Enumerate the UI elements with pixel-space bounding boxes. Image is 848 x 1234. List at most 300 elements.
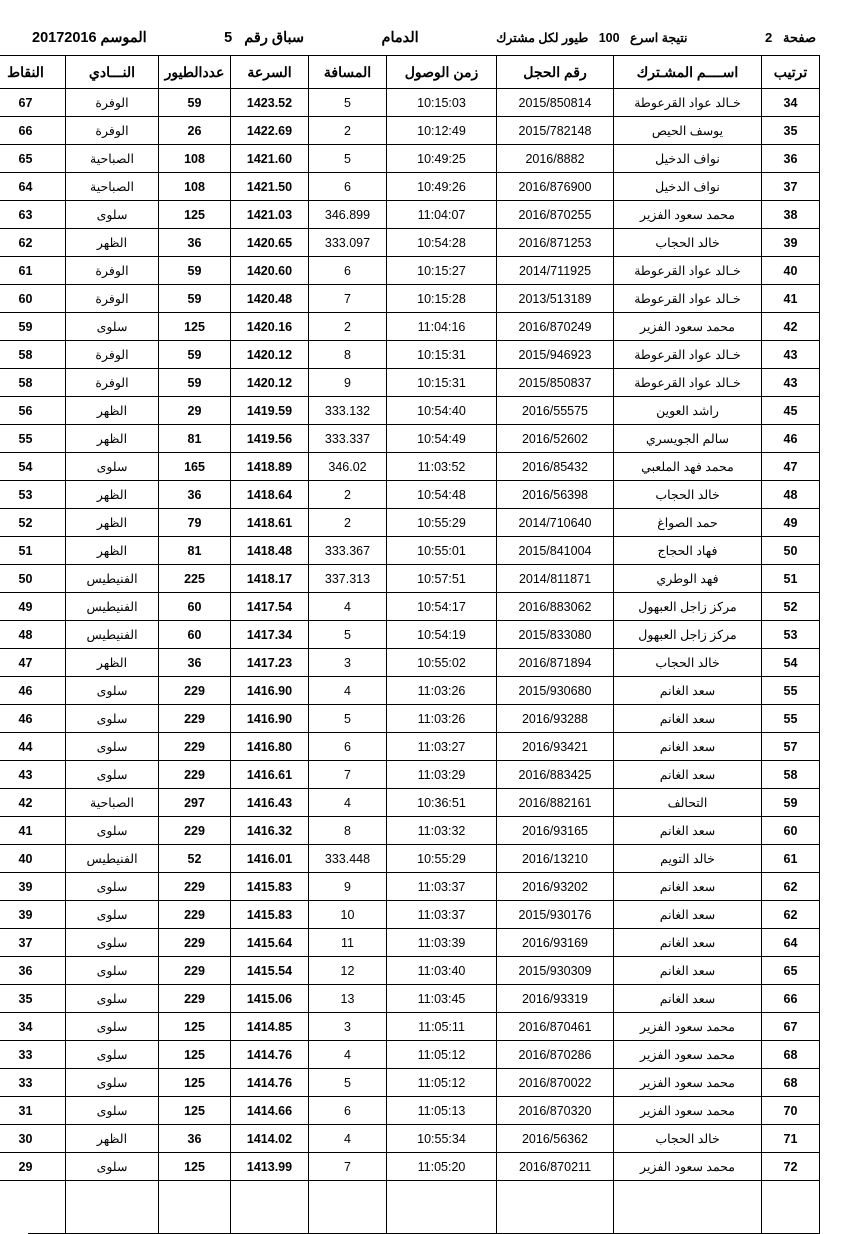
cell-points: 46 [0, 705, 66, 733]
cell-club: سلوى [66, 817, 159, 845]
cell-club: الفنيطيس [66, 845, 159, 873]
cell-rank: 47 [762, 453, 820, 481]
cell-empty [66, 1181, 159, 1208]
cell-distance: 6 [309, 733, 387, 761]
cell-rank: 62 [762, 901, 820, 929]
table-row [0, 201, 820, 229]
cell-club: سلوى [66, 453, 159, 481]
cell-points: 58 [0, 341, 66, 369]
cell-points: 39 [0, 873, 66, 901]
cell-participant-name: خـالد عواد القرعوطة [614, 369, 762, 397]
cell-ring-number: 2015/782148 [497, 117, 614, 145]
cell-rank: 72 [762, 1153, 820, 1181]
cell-bird-count: 59 [159, 257, 231, 285]
cell-bird-count: 229 [159, 873, 231, 901]
cell-participant-name: خالد الحجاب [614, 1125, 762, 1153]
cell-speed: 1415.64 [231, 929, 309, 957]
table-row [0, 397, 820, 425]
cell-participant-name: فهد الوطري [614, 565, 762, 593]
table-row [0, 257, 820, 285]
cell-participant-name: خـالد عواد القرعوطة [614, 285, 762, 313]
cell-empty [231, 1207, 309, 1233]
table-row [0, 733, 820, 761]
cell-bird-count: 229 [159, 957, 231, 985]
cell-arrival-time: 10:54:28 [387, 229, 497, 257]
column-header-participant-name: اســــم المشـترك [614, 56, 762, 89]
cell-bird-count: 229 [159, 733, 231, 761]
cell-rank: 59 [762, 789, 820, 817]
cell-rank: 67 [762, 1013, 820, 1041]
cell-speed: 1421.50 [231, 173, 309, 201]
cell-participant-name: مركز زاجل العبهول [614, 593, 762, 621]
cell-participant-name: محمد سعود الفزير [614, 313, 762, 341]
cell-points: 64 [0, 173, 66, 201]
cell-ring-number: 2016/93202 [497, 873, 614, 901]
cell-speed: 1418.89 [231, 453, 309, 481]
cell-distance: 12 [309, 957, 387, 985]
table-row [0, 789, 820, 817]
cell-participant-name: خالد الحجاب [614, 229, 762, 257]
cell-ring-number: 2016/56362 [497, 1125, 614, 1153]
column-header-distance: المسافة [309, 56, 387, 89]
cell-club: الفنيطيس [66, 621, 159, 649]
cell-points: 33 [0, 1069, 66, 1097]
cell-bird-count: 59 [159, 341, 231, 369]
cell-speed: 1415.83 [231, 873, 309, 901]
cell-arrival-time: 10:36:51 [387, 789, 497, 817]
cell-distance: 7 [309, 1153, 387, 1181]
cell-speed: 1416.90 [231, 677, 309, 705]
cell-bird-count: 229 [159, 817, 231, 845]
cell-speed: 1419.59 [231, 397, 309, 425]
cell-participant-name: حمد الصواغ [614, 509, 762, 537]
cell-ring-number: 2016/882161 [497, 789, 614, 817]
cell-empty [66, 1207, 159, 1233]
cell-participant-name: نواف الدخيل [614, 145, 762, 173]
cell-bird-count: 125 [159, 1097, 231, 1125]
cell-club: سلوى [66, 1153, 159, 1181]
table-row [0, 1097, 820, 1125]
cell-club: سلوى [66, 901, 159, 929]
cell-club: الوفرة [66, 257, 159, 285]
cell-empty [614, 1181, 762, 1208]
cell-arrival-time: 11:05:11 [387, 1013, 497, 1041]
cell-empty [159, 1181, 231, 1208]
cell-distance: 2 [309, 117, 387, 145]
cell-speed: 1415.83 [231, 901, 309, 929]
table-row [0, 705, 820, 733]
cell-points: 51 [0, 537, 66, 565]
cell-club: سلوى [66, 1069, 159, 1097]
cell-points: 61 [0, 257, 66, 285]
cell-ring-number: 2016/871894 [497, 649, 614, 677]
cell-club: الصباحية [66, 173, 159, 201]
cell-points: 55 [0, 425, 66, 453]
cell-speed: 1415.06 [231, 985, 309, 1013]
cell-empty [0, 1207, 66, 1233]
table-row [0, 1041, 820, 1069]
cell-rank: 65 [762, 957, 820, 985]
cell-ring-number: 2016/870255 [497, 201, 614, 229]
cell-arrival-time: 11:05:20 [387, 1153, 497, 1181]
cell-participant-name: سعد الغانم [614, 901, 762, 929]
cell-arrival-time: 10:54:49 [387, 425, 497, 453]
cell-arrival-time: 11:03:40 [387, 957, 497, 985]
cell-club: الظهر [66, 481, 159, 509]
cell-ring-number: 2016/870249 [497, 313, 614, 341]
cell-ring-number: 2015/930176 [497, 901, 614, 929]
cell-ring-number: 2016/883425 [497, 761, 614, 789]
table-row-empty [0, 1181, 820, 1208]
cell-participant-name: محمد سعود الفزير [614, 1013, 762, 1041]
cell-points: 67 [0, 89, 66, 117]
table-row [0, 929, 820, 957]
cell-arrival-time: 10:54:19 [387, 621, 497, 649]
cell-rank: 45 [762, 397, 820, 425]
cell-ring-number: 2016/93169 [497, 929, 614, 957]
cell-club: الوفرة [66, 89, 159, 117]
cell-club: الظهر [66, 229, 159, 257]
cell-arrival-time: 11:05:12 [387, 1041, 497, 1069]
cell-club: الصباحية [66, 145, 159, 173]
cell-speed: 1420.65 [231, 229, 309, 257]
cell-rank: 52 [762, 593, 820, 621]
cell-club: الظهر [66, 397, 159, 425]
cell-ring-number: 2014/711925 [497, 257, 614, 285]
cell-rank: 61 [762, 845, 820, 873]
table-row [0, 621, 820, 649]
cell-points: 50 [0, 565, 66, 593]
cell-ring-number: 2015/841004 [497, 537, 614, 565]
cell-participant-name: محمد سعود الفزير [614, 201, 762, 229]
cell-ring-number: 2016/870320 [497, 1097, 614, 1125]
cell-participant-name: محمد سعود الفزير [614, 1097, 762, 1125]
cell-ring-number: 2016/13210 [497, 845, 614, 873]
cell-rank: 54 [762, 649, 820, 677]
cell-participant-name: يوسف الحيص [614, 117, 762, 145]
cell-points: 47 [0, 649, 66, 677]
cell-participant-name: سعد الغانم [614, 873, 762, 901]
table-row-empty [0, 1207, 820, 1233]
cell-arrival-time: 10:55:02 [387, 649, 497, 677]
cell-club: الفنيطيس [66, 593, 159, 621]
cell-participant-name: سعد الغانم [614, 705, 762, 733]
cell-participant-name: فهاد الحجاج [614, 537, 762, 565]
cell-bird-count: 36 [159, 229, 231, 257]
cell-distance: 333.132 [309, 397, 387, 425]
cell-rank: 55 [762, 705, 820, 733]
cell-ring-number: 2016/56398 [497, 481, 614, 509]
cell-distance: 10 [309, 901, 387, 929]
cell-points: 43 [0, 761, 66, 789]
cell-ring-number: 2015/833080 [497, 621, 614, 649]
cell-bird-count: 229 [159, 677, 231, 705]
cell-arrival-time: 10:15:03 [387, 89, 497, 117]
table-row [0, 845, 820, 873]
cell-bird-count: 59 [159, 89, 231, 117]
cell-club: الوفرة [66, 341, 159, 369]
header-season: الموسم 20172016 [32, 30, 147, 46]
cell-participant-name: خالد التويم [614, 845, 762, 873]
table-row [0, 117, 820, 145]
cell-bird-count: 165 [159, 453, 231, 481]
cell-ring-number: 2014/811871 [497, 565, 614, 593]
table-row [0, 481, 820, 509]
table-row [0, 285, 820, 313]
cell-club: سلوى [66, 929, 159, 957]
cell-distance: 2 [309, 313, 387, 341]
cell-distance: 4 [309, 1125, 387, 1153]
cell-ring-number: 2016/876900 [497, 173, 614, 201]
cell-rank: 42 [762, 313, 820, 341]
cell-arrival-time: 10:54:40 [387, 397, 497, 425]
cell-points: 62 [0, 229, 66, 257]
table-row [0, 313, 820, 341]
cell-distance: 346.02 [309, 453, 387, 481]
cell-empty [387, 1207, 497, 1233]
cell-speed: 1418.17 [231, 565, 309, 593]
cell-speed: 1414.76 [231, 1069, 309, 1097]
header-page-number: صفحة 2 [764, 30, 816, 45]
cell-speed: 1421.03 [231, 201, 309, 229]
cell-speed: 1418.61 [231, 509, 309, 537]
cell-rank: 49 [762, 509, 820, 537]
cell-club: سلوى [66, 705, 159, 733]
cell-points: 33 [0, 1041, 66, 1069]
cell-distance: 9 [309, 873, 387, 901]
cell-bird-count: 60 [159, 621, 231, 649]
cell-speed: 1423.52 [231, 89, 309, 117]
cell-rank: 53 [762, 621, 820, 649]
cell-bird-count: 225 [159, 565, 231, 593]
cell-speed: 1418.64 [231, 481, 309, 509]
cell-rank: 55 [762, 677, 820, 705]
cell-ring-number: 2016/870461 [497, 1013, 614, 1041]
table-row [0, 145, 820, 173]
cell-distance: 4 [309, 677, 387, 705]
cell-club: الصباحية [66, 789, 159, 817]
cell-distance: 5 [309, 1069, 387, 1097]
cell-bird-count: 229 [159, 761, 231, 789]
cell-empty [762, 1207, 820, 1233]
cell-rank: 40 [762, 257, 820, 285]
cell-club: الوفرة [66, 117, 159, 145]
column-header-bird-count: عددالطيور [159, 56, 231, 89]
cell-distance: 346.899 [309, 201, 387, 229]
cell-empty [0, 1181, 66, 1208]
cell-speed: 1421.60 [231, 145, 309, 173]
column-header-club: النـــادي [66, 56, 159, 89]
cell-arrival-time: 11:03:26 [387, 705, 497, 733]
cell-distance: 6 [309, 257, 387, 285]
cell-rank: 46 [762, 425, 820, 453]
table-header-row [0, 56, 820, 89]
cell-bird-count: 59 [159, 369, 231, 397]
cell-participant-name: مركز زاجل العبهول [614, 621, 762, 649]
cell-arrival-time: 11:04:07 [387, 201, 497, 229]
cell-distance: 9 [309, 369, 387, 397]
cell-bird-count: 229 [159, 901, 231, 929]
cell-distance: 333.367 [309, 537, 387, 565]
table-row [0, 873, 820, 901]
cell-arrival-time: 11:05:12 [387, 1069, 497, 1097]
cell-participant-name: محمد فهد الملعبي [614, 453, 762, 481]
cell-points: 29 [0, 1153, 66, 1181]
cell-ring-number: 2016/870286 [497, 1041, 614, 1069]
cell-distance: 5 [309, 621, 387, 649]
cell-speed: 1413.99 [231, 1153, 309, 1181]
cell-participant-name: محمد سعود الفزير [614, 1069, 762, 1097]
cell-bird-count: 26 [159, 117, 231, 145]
cell-arrival-time: 11:03:26 [387, 677, 497, 705]
cell-club: سلوى [66, 1013, 159, 1041]
cell-arrival-time: 10:15:27 [387, 257, 497, 285]
cell-arrival-time: 11:03:37 [387, 901, 497, 929]
cell-bird-count: 125 [159, 1013, 231, 1041]
header-race-number: سباق رقم 5 [224, 30, 305, 46]
cell-participant-name: خالد الحجاب [614, 649, 762, 677]
cell-arrival-time: 10:49:25 [387, 145, 497, 173]
cell-club: سلوى [66, 677, 159, 705]
cell-rank: 66 [762, 985, 820, 1013]
cell-distance: 5 [309, 89, 387, 117]
cell-distance: 3 [309, 649, 387, 677]
cell-club: سلوى [66, 733, 159, 761]
cell-points: 30 [0, 1125, 66, 1153]
cell-speed: 1415.54 [231, 957, 309, 985]
cell-points: 46 [0, 677, 66, 705]
table-row [0, 1069, 820, 1097]
cell-points: 35 [0, 985, 66, 1013]
cell-arrival-time: 11:03:27 [387, 733, 497, 761]
cell-rank: 43 [762, 341, 820, 369]
cell-club: سلوى [66, 201, 159, 229]
cell-bird-count: 229 [159, 929, 231, 957]
cell-points: 37 [0, 929, 66, 957]
cell-distance: 8 [309, 341, 387, 369]
cell-points: 48 [0, 621, 66, 649]
cell-rank: 41 [762, 285, 820, 313]
table-row [0, 1125, 820, 1153]
cell-participant-name: التحالف [614, 789, 762, 817]
cell-rank: 43 [762, 369, 820, 397]
cell-bird-count: 60 [159, 593, 231, 621]
cell-bird-count: 81 [159, 425, 231, 453]
cell-rank: 48 [762, 481, 820, 509]
cell-arrival-time: 11:05:13 [387, 1097, 497, 1125]
cell-rank: 50 [762, 537, 820, 565]
cell-speed: 1420.48 [231, 285, 309, 313]
cell-bird-count: 108 [159, 173, 231, 201]
cell-ring-number: 2016/883062 [497, 593, 614, 621]
cell-speed: 1414.66 [231, 1097, 309, 1125]
cell-rank: 36 [762, 145, 820, 173]
cell-empty [497, 1207, 614, 1233]
cell-arrival-time: 11:03:39 [387, 929, 497, 957]
cell-distance: 4 [309, 1041, 387, 1069]
cell-empty [159, 1207, 231, 1233]
cell-arrival-time: 10:55:34 [387, 1125, 497, 1153]
cell-participant-name: سعد الغانم [614, 817, 762, 845]
cell-bird-count: 229 [159, 985, 231, 1013]
cell-points: 40 [0, 845, 66, 873]
cell-points: 44 [0, 733, 66, 761]
cell-arrival-time: 10:54:48 [387, 481, 497, 509]
cell-rank: 71 [762, 1125, 820, 1153]
cell-participant-name: نواف الدخيل [614, 173, 762, 201]
cell-arrival-time: 10:49:26 [387, 173, 497, 201]
table-row [0, 817, 820, 845]
cell-arrival-time: 11:04:16 [387, 313, 497, 341]
cell-club: سلوى [66, 1041, 159, 1069]
cell-distance: 333.448 [309, 845, 387, 873]
cell-ring-number: 2015/930309 [497, 957, 614, 985]
table-row [0, 957, 820, 985]
cell-points: 49 [0, 593, 66, 621]
cell-speed: 1414.76 [231, 1041, 309, 1069]
cell-speed: 1420.60 [231, 257, 309, 285]
cell-speed: 1417.34 [231, 621, 309, 649]
cell-ring-number: 2016/55575 [497, 397, 614, 425]
cell-ring-number: 2016/85432 [497, 453, 614, 481]
cell-empty [231, 1181, 309, 1208]
cell-points: 60 [0, 285, 66, 313]
cell-speed: 1416.61 [231, 761, 309, 789]
cell-ring-number: 2016/8882 [497, 145, 614, 173]
cell-bird-count: 125 [159, 1069, 231, 1097]
cell-distance: 333.097 [309, 229, 387, 257]
cell-club: سلوى [66, 873, 159, 901]
cell-distance: 7 [309, 761, 387, 789]
table-row [0, 453, 820, 481]
cell-distance: 4 [309, 789, 387, 817]
cell-rank: 38 [762, 201, 820, 229]
table-row [0, 565, 820, 593]
cell-bird-count: 36 [159, 1125, 231, 1153]
cell-rank: 37 [762, 173, 820, 201]
cell-rank: 68 [762, 1041, 820, 1069]
cell-arrival-time: 10:12:49 [387, 117, 497, 145]
cell-bird-count: 229 [159, 705, 231, 733]
cell-bird-count: 81 [159, 537, 231, 565]
table-row [0, 369, 820, 397]
table-row [0, 677, 820, 705]
cell-ring-number: 2016/52602 [497, 425, 614, 453]
cell-participant-name: سعد الغانم [614, 929, 762, 957]
cell-club: سلوى [66, 985, 159, 1013]
cell-rank: 70 [762, 1097, 820, 1125]
table-row [0, 341, 820, 369]
cell-arrival-time: 10:55:29 [387, 845, 497, 873]
cell-points: 42 [0, 789, 66, 817]
cell-ring-number: 2015/930680 [497, 677, 614, 705]
cell-empty [497, 1181, 614, 1208]
cell-club: سلوى [66, 313, 159, 341]
cell-distance: 337.313 [309, 565, 387, 593]
cell-bird-count: 59 [159, 285, 231, 313]
cell-speed: 1418.48 [231, 537, 309, 565]
cell-distance: 5 [309, 145, 387, 173]
table-row [0, 229, 820, 257]
cell-distance: 3 [309, 1013, 387, 1041]
cell-bird-count: 36 [159, 481, 231, 509]
cell-speed: 1422.69 [231, 117, 309, 145]
cell-distance: 2 [309, 509, 387, 537]
cell-distance: 6 [309, 173, 387, 201]
cell-distance: 333.337 [309, 425, 387, 453]
results-table-wrapper [7, 55, 820, 1234]
column-header-arrival-time: زمن الوصول [387, 56, 497, 89]
